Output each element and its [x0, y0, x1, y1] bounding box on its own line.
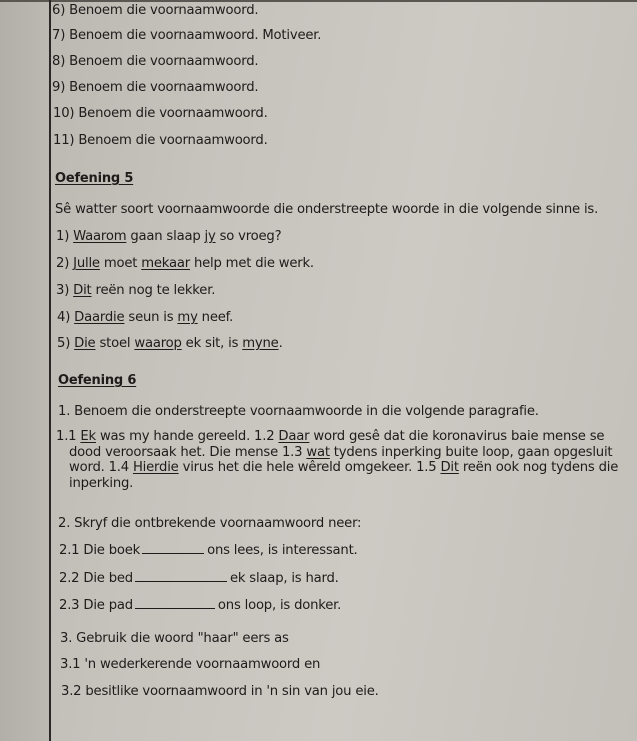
question-text: Benoem die voornaamwoord. Motiveer.: [69, 28, 322, 43]
sentence-2: [56, 256, 314, 271]
sentence-number: 3): [56, 283, 70, 298]
question-number: 11): [53, 133, 75, 148]
sentence-3: [56, 283, 215, 298]
sentence-text: reën nog te lekker.: [91, 283, 216, 298]
page-top-edge: [0, 0, 637, 2]
page-border-line: [49, 0, 51, 741]
question-number: 6): [52, 3, 66, 18]
question-text: Benoem die voornaamwoord.: [78, 133, 268, 148]
oefening-6-paragraph: [56, 429, 637, 491]
oefening-6-q3-instruction: 3. Gebruik die woord "haar" eers as: [60, 631, 289, 646]
underlined-word: Dit: [440, 460, 459, 475]
oefening-6-heading: Oefening 6: [58, 373, 137, 388]
fill-in-label: 2.2 Die bed: [59, 571, 133, 586]
fill-in-after: ek slaap, is hard.: [229, 571, 339, 586]
paragraph-text: tydens inperking buite loop, gaan opgesluit: [329, 444, 613, 460]
sentence-text: stoel: [95, 336, 135, 351]
question-7: [52, 28, 321, 43]
underlined-word: Daar: [278, 429, 310, 444]
question-6: [52, 3, 258, 18]
question-11: [53, 133, 268, 148]
underlined-word: Julle: [73, 256, 100, 271]
sentence-number: 1): [56, 229, 70, 244]
underlined-word: waarop: [134, 336, 182, 351]
underlined-word: Ek: [80, 429, 96, 444]
paragraph-line-4: inperking.: [69, 475, 134, 491]
question-number: 9): [52, 80, 66, 95]
underlined-word: Dit: [73, 283, 92, 298]
underlined-word: Die: [74, 336, 96, 351]
paragraph-line-1: [56, 429, 637, 445]
oefening-5-heading: Oefening 5: [55, 171, 134, 186]
q3-item-3-2: 3.2 besitlike voornaamwoord in 'n sin van jou eie.: [61, 684, 379, 699]
q3-item-3-1: 3.1 'n wederkerende voornaamwoord en: [60, 657, 321, 672]
sentence-number: 2): [56, 256, 70, 271]
fill-in-2-3: [59, 597, 341, 613]
underlined-word: my: [177, 310, 198, 325]
sentence-text: so vroeg?: [215, 229, 282, 244]
underlined-word: jy: [204, 229, 216, 244]
paragraph-text: word gesê dat die koronavirus baie mense se: [309, 429, 605, 444]
sentence-number: 5): [57, 336, 71, 351]
underlined-word: mekaar: [141, 256, 190, 271]
question-text: Benoem die voornaamwoord.: [69, 54, 259, 69]
fill-in-after: ons loop, is donker.: [217, 598, 342, 613]
answer-blank[interactable]: [135, 597, 215, 609]
paragraph-text: virus het die hele wêreld omgekeer. 1.5: [178, 460, 441, 475]
underlined-word: Hierdie: [132, 460, 179, 475]
underlined-word: myne: [242, 336, 279, 351]
fill-in-2-2: [59, 570, 339, 586]
paragraph-text: dood veroorsaak het. Die mense 1.3: [69, 444, 307, 460]
sentence-text: seun is: [124, 310, 178, 325]
sentence-text: .: [278, 336, 283, 351]
sentence-text: gaan slaap: [126, 229, 205, 244]
question-text: Benoem die voornaamwoord.: [69, 80, 259, 95]
page-left-margin: [0, 0, 49, 741]
oefening-6-q1-instruction: 1. Benoem die onderstreepte voornaamwoorde in die volgende paragrafie.: [58, 404, 539, 419]
answer-blank[interactable]: [135, 570, 227, 582]
sentence-number: 4): [57, 310, 71, 325]
sentence-text: ek sit, is: [181, 336, 243, 351]
answer-blank[interactable]: [142, 542, 204, 554]
fill-in-label: 2.1 Die boek: [59, 543, 141, 558]
sentence-text: help met die werk.: [189, 256, 314, 271]
question-number: 8): [52, 54, 66, 69]
paragraph-text: reën ook nog tydens die: [458, 460, 619, 475]
underlined-word: wat: [306, 444, 330, 460]
fill-in-after: ons lees, is interessant.: [207, 543, 358, 558]
sentence-text: neef.: [197, 310, 234, 325]
oefening-6-q2-instruction: 2. Skryf die ontbrekende voornaamwoord neer:: [58, 516, 362, 531]
question-number: 7): [52, 28, 66, 43]
question-text: Benoem die voornaamwoord.: [69, 3, 259, 18]
question-10: [53, 106, 268, 121]
paragraph-line-2: [56, 445, 637, 461]
sentence-5: [57, 336, 283, 351]
sentence-text: moet: [99, 256, 142, 271]
paragraph-line-3: [56, 460, 637, 476]
sentence-1: [56, 229, 281, 244]
underlined-word: Waarom: [73, 229, 127, 244]
item-number: 1.1: [56, 429, 81, 444]
question-9: [52, 80, 258, 95]
paragraph-text: word. 1.4: [69, 460, 133, 475]
question-text: Benoem die voornaamwoord.: [78, 106, 268, 121]
question-number: 10): [53, 106, 75, 121]
fill-in-2-1: [59, 542, 358, 558]
paragraph-text: was my hande gereeld. 1.2: [95, 429, 279, 444]
underlined-word: Daardie: [74, 310, 125, 325]
fill-in-label: 2.3 Die pad: [59, 598, 133, 613]
sentence-4: [57, 310, 233, 325]
question-8: [52, 54, 258, 69]
oefening-5-instruction: Sê watter soort voornaamwoorde die onderstreepte woorde in die volgende sinne is.: [55, 202, 599, 217]
